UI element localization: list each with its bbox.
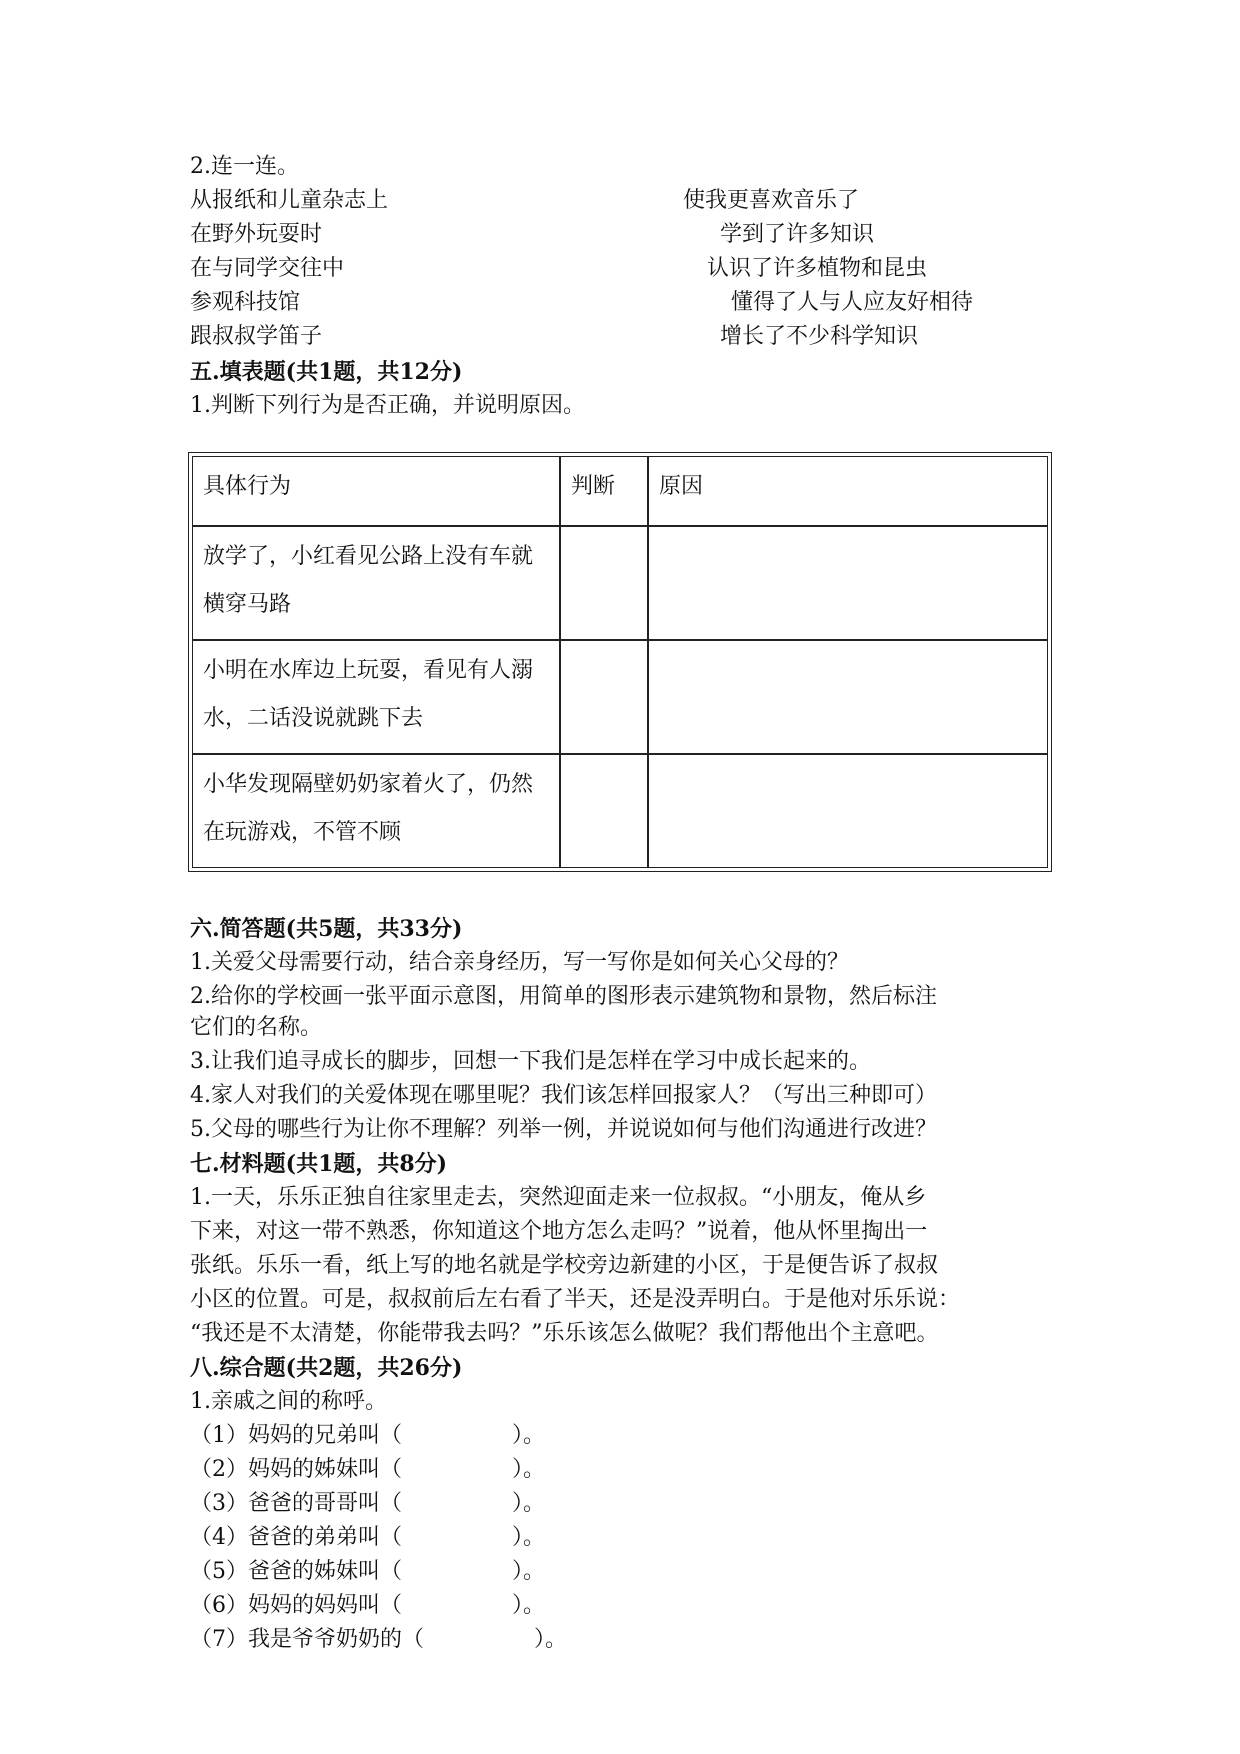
behavior-cell: 小华发现隔壁奶奶家着火了，仍然在玩游戏，不管不顾: [192, 754, 560, 868]
kinship-item: （2）妈妈的姊妹叫（ ）。: [190, 1457, 546, 1482]
match-left-item: 在与同学交往中: [190, 256, 345, 281]
match-right-item: 认识了许多植物和昆虫: [707, 256, 928, 281]
behavior-cell: 放学了，小红看见公路上没有车就横穿马路: [192, 526, 560, 640]
match-right-item: 增长了不少科学知识: [720, 324, 919, 349]
table-header-row: [192, 456, 1048, 526]
kinship-item: （5）爸爸的姊妹叫（ ）。: [190, 1559, 546, 1584]
judgement-cell[interactable]: [560, 754, 648, 868]
judgement-cell[interactable]: [560, 640, 648, 754]
kinship-item: （6）妈妈的妈妈叫（ ）。: [190, 1593, 546, 1618]
section7-heading: 七.材料题(共1题，共8分): [190, 1151, 448, 1177]
section7-line: 小区的位置。可是，叔叔前后左右看了半天，还是没弄明白。于是他对乐乐说：: [190, 1287, 961, 1312]
section6-line: 1.关爱父母需要行动，结合亲身经历，写一写你是如何关心父母的？: [190, 950, 849, 975]
header-reason: 原因: [648, 456, 1048, 526]
section6-line: 5.父母的哪些行为让你不理解？列举一例，并说说如何与他们沟通进行改进？: [190, 1117, 937, 1142]
reason-cell[interactable]: [648, 754, 1048, 868]
kinship-item: （1）妈妈的兄弟叫（ ）。: [190, 1423, 546, 1448]
match-title: 2.连一连。: [190, 154, 299, 179]
section6-line: 3.让我们追寻成长的脚步，回想一下我们是怎样在学习中成长起来的。: [190, 1049, 871, 1074]
match-right-item: 学到了许多知识: [720, 222, 875, 247]
section6-line: 它们的名称。: [190, 1015, 323, 1040]
section7-line: 张纸。乐乐一看，纸上写的地名就是学校旁边新建的小区，于是便告诉了叔叔: [190, 1253, 939, 1278]
judgement-cell[interactable]: [560, 526, 648, 640]
section7-line: 下来，对这一带不熟悉，你知道这个地方怎么走吗？”说着，他从怀里掏出一: [190, 1219, 928, 1244]
reason-cell[interactable]: [648, 526, 1048, 640]
match-right-item: 懂得了人与人应友好相待: [731, 290, 974, 315]
kinship-item: （3）爸爸的哥哥叫（ ）。: [190, 1491, 546, 1516]
kinship-item: （7）我是爷爷奶奶的（ ）。: [190, 1627, 568, 1652]
table-row: [192, 526, 1048, 640]
section5-question: 1.判断下列行为是否正确，并说明原因。: [190, 393, 585, 418]
header-judgement: 判断: [560, 456, 648, 526]
table-row: [192, 754, 1048, 868]
section5-heading: 五.填表题(共1题，共12分): [190, 359, 463, 385]
section6-heading: 六.简答题(共5题，共33分): [190, 916, 463, 942]
behavior-cell: 小明在水库边上玩耍，看见有人溺水，二话没说就跳下去: [192, 640, 560, 754]
match-left-item: 参观科技馆: [190, 290, 301, 315]
section7-line: “我还是不太清楚，你能带我去吗？”乐乐该怎么做呢？我们帮他出个主意吧。: [190, 1321, 939, 1346]
behavior-table: [188, 452, 1052, 872]
section6-line: 2.给你的学校画一张平面示意图，用简单的图形表示建筑物和景物，然后标注: [190, 984, 937, 1009]
section6-line: 4.家人对我们的关爱体现在哪里呢？我们该怎样回报家人？（写出三种即可）: [190, 1083, 937, 1108]
header-behavior: 具体行为: [192, 456, 560, 526]
match-right-item: 使我更喜欢音乐了: [683, 188, 860, 213]
section8-heading: 八.综合题(共2题，共26分): [190, 1355, 463, 1381]
match-left-item: 在野外玩耍时: [190, 222, 323, 247]
reason-cell[interactable]: [648, 640, 1048, 754]
match-left-item: 从报纸和儿童杂志上: [190, 188, 389, 213]
section8-question: 1.亲戚之间的称呼。: [190, 1389, 387, 1414]
table-row: [192, 640, 1048, 754]
section7-line: 1.一天，乐乐正独自往家里走去，突然迎面走来一位叔叔。“小朋友，俺从乡: [190, 1185, 927, 1210]
match-left-item: 跟叔叔学笛子: [190, 324, 323, 349]
kinship-item: （4）爸爸的弟弟叫（ ）。: [190, 1525, 546, 1550]
